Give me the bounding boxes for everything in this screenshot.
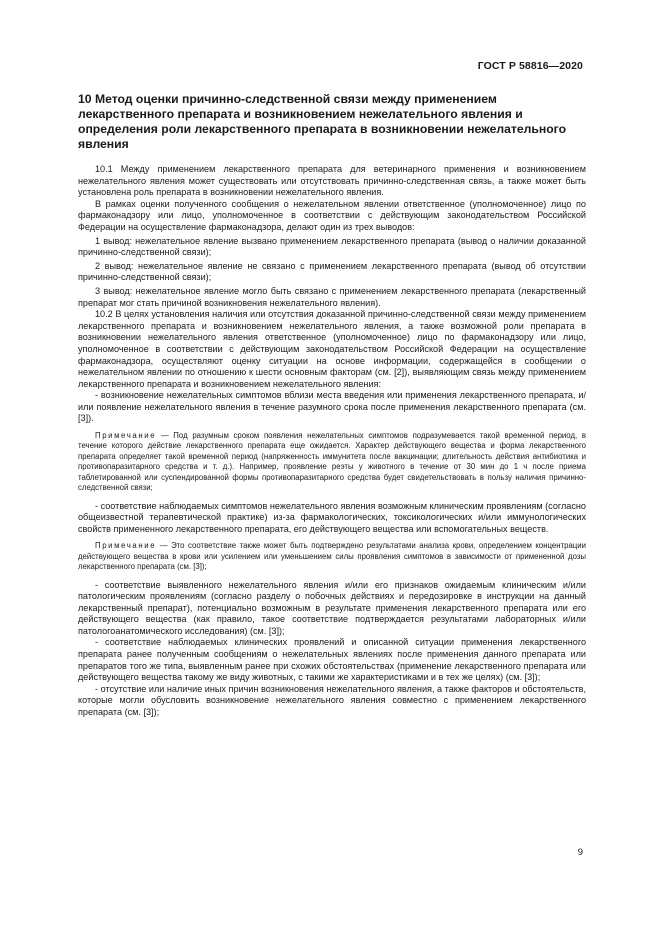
paragraph: В рамках оценки полученного сообщения о нежелательном явлении ответственное (уполномоченное) лицо по фармаконадзору или лицо, уполномоченное в соответствии с действующим законодательством Российской Федерации на осуществление фармаконадзора, делают один из трех выводов:	[78, 198, 586, 232]
note-text: — Под разумным сроком появления нежелательных симптомов подразумевается такой временной период, в течение которого действие лекарственного препарата еще ожидается. Характер действующего вещества и форма лекарственного препарата определяет такой временной период (напряженность иммунитета после вакцинации; длительность действия антибиотика и противопаразитарного средства и т. д.). Например, проявление реэты у животного в течение от 30 мин до 1 ч после приема таблетированной или суспендированной формы противопаразитарного средства будет свидетельствовать в пользу наличия причинно-следственной связи;	[78, 431, 586, 493]
section-title: 10 Метод оценки причинно-следственной связи между применением лекарственного препарата и возникновением нежелательного явления и определения роли лекарственного препарата в возникновении нежелательного явления	[78, 92, 567, 151]
paragraph: - соответствие наблюдаемых клинических проявлений и описанной ситуации применения лекарственного препарата ранее полученным сообщениям о нежелательных явлениях после применения данного препарата или препаратов того же типа, выявленным ранее при схожих обстоятельствах (применение лекарственного препарата или действующего вещества такому же виду животных, с такими же характеристиками и в тех же целях) (см. [3]);	[78, 637, 586, 683]
note-text: — Это соответствие также может быть подтверждено результатами анализа крови, определением концентрации действующего вещества в крови или усилением или уменьшением силы проявления симптомов в зависимости от примененной дозы лекарственного препарата (см. [3]);	[78, 541, 586, 572]
note-label: Примечание	[95, 431, 157, 441]
paragraph: 10.1 Между применением лекарственного препарата для ветеринарного применения и возникновением нежелательного явления может существовать или отсутствовать причинно-следственная связь, а также может быть установлена роль препарата в возникновении нежелательного явления.	[78, 164, 586, 198]
page-number: 9	[577, 847, 583, 858]
body-text	[78, 164, 586, 719]
paragraph: - соответствие наблюдаемых симптомов нежелательного явления возможным клиническим проявлениям (согласно общеизвестной терапевтической практике) из-за фармакологических, токсикологических и/или иммунологических свойств примененного лекарственного препарата, его действующего вещества или вспомогательных веществ.	[78, 500, 586, 534]
note	[78, 541, 586, 572]
paragraph: 10.2 В целях установления наличия или отсутствия доказанной причинно-следственной связи между применением лекарственного препарата и возникновением нежелательного явления, а также возможной роли препарата в возникновении нежелательного явления ответственное (уполномоченное) лицо по фармаконадзору или лицо, уполномоченное в соответствии с действующим законодательством Российской Федерации на осуществление фармаконадзора, осуществляют оценку ситуации на основе информации, содержащейся в сообщении о нежелательном явлении по отношению к шести основным факторам (см. [2]), выявляющим связь между применением лекарственного препарата и возникновением нежелательного явления:	[78, 309, 586, 389]
paragraph: 3 вывод: нежелательное явление могло быть связано с применением лекарственного препарата (лекарственный препарат мог стать причиной возникновения нежелательного явления).	[78, 285, 586, 308]
paragraph: - возникновение нежелательных симптомов вблизи места введения или применения лекарственного препарата, и/или появление нежелательного явления в течение разумного срока после применения лекарственного препарата (см. [3]).	[78, 390, 586, 424]
note-label: Примечание	[95, 541, 157, 551]
paragraph: 2 вывод: нежелательное явление не связано с применением лекарственного препарата (вывод об отсутствии причинно-следственной связи);	[78, 260, 586, 283]
paragraph: - соответствие выявленного нежелательного явления и/или его признаков ожидаемым клиническим и/или патологическим проявлениям (согласно разделу о побочных действиях и передозировке в инструкции на данный лекарственный препарат), потенциально возможным в результате применения лекарственного препарата или его действующего вещества (как правило, такое соответствие подтверждается результатами лабораторных и/или патологоанатомического исследования) (см. [3]);	[78, 579, 586, 636]
note	[78, 431, 586, 493]
paragraph: - отсутствие или наличие иных причин возникновения нежелательного явления, а также факторов и обстоятельств, которые могли обусловить возникновение нежелательного явления совместно с применением лекарственного препарата (см. [3]);	[78, 683, 586, 718]
paragraph: 1 вывод: нежелательное явление вызвано применением лекарственного препарата (вывод о наличии доказанной причинно-следственной связи);	[78, 235, 586, 258]
standard-number: ГОСТ Р 58816—2020	[477, 60, 583, 72]
